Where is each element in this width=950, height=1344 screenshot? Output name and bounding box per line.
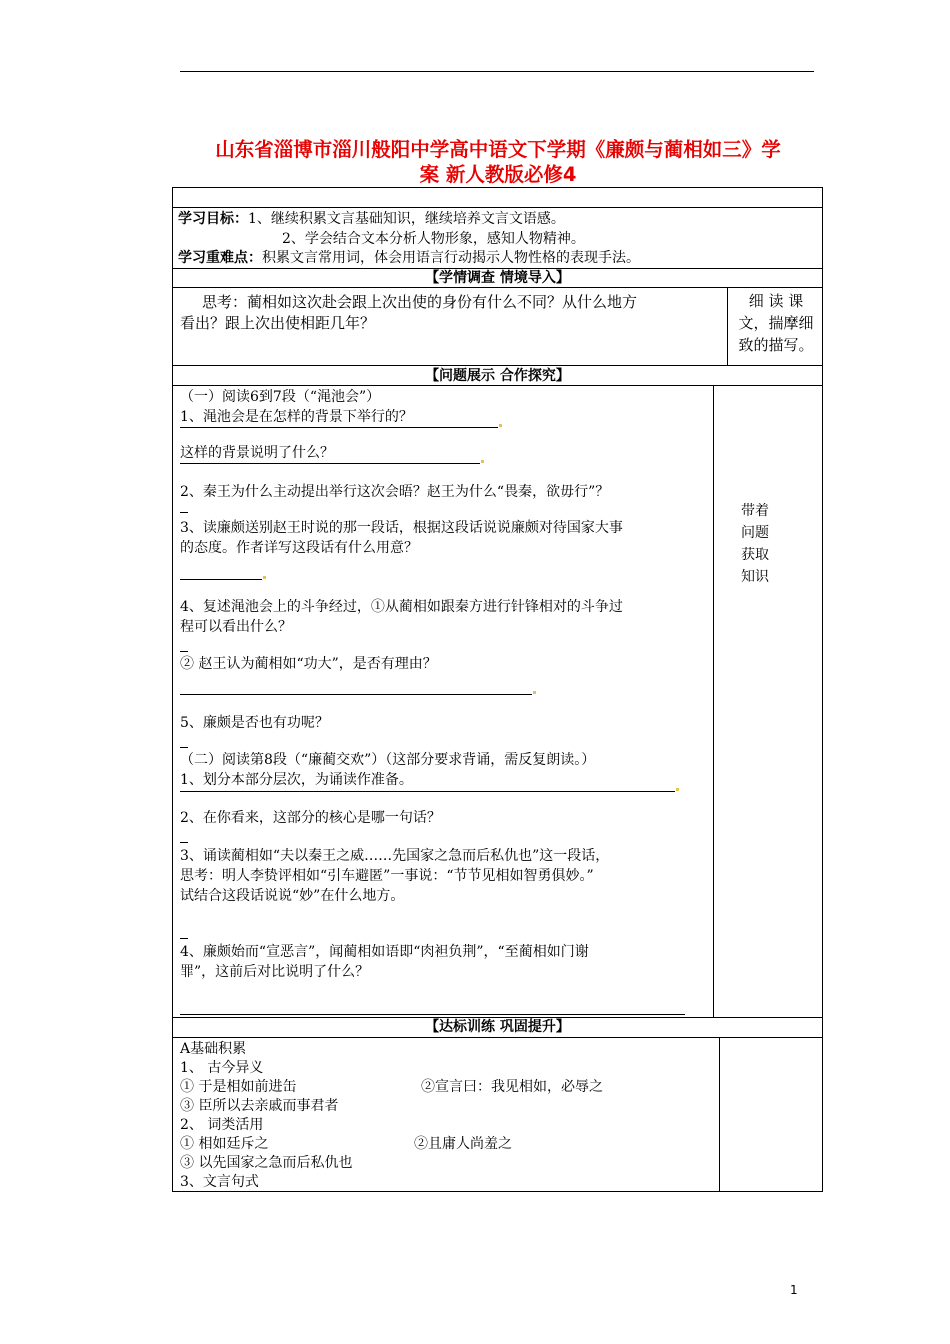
question-3-line-2: 的态度。作者详写这段话有什么用意？ — [180, 540, 418, 556]
question-5: 5、廉颇是否也有功呢？ — [180, 715, 329, 731]
worksheet-table — [172, 187, 823, 1192]
item-1a: ① 于是相如前进缶 — [180, 1079, 297, 1095]
side-note-reading — [734, 290, 818, 356]
question-4b: ② 赵王认为蔺相如“功大”，是否有理由？ — [180, 656, 437, 672]
answer-mark — [676, 788, 679, 791]
section-header-training: 【达标训练 巩固提升】 — [425, 1019, 570, 1035]
subtopic-3: 3、文言句式 — [180, 1174, 259, 1190]
keypoints-label: 学习重难点： — [178, 250, 262, 266]
column-divider — [719, 1037, 720, 1192]
objectives — [178, 209, 565, 229]
section-header-explore: 【问题展示 合作探究】 — [425, 368, 570, 384]
side-note-line: 带着 — [741, 503, 769, 519]
side-note-line: 致的描写。 — [738, 336, 814, 354]
part2-question-1: 1、划分本部分层次，为诵读作准备。 — [180, 772, 413, 788]
question-4-line-1: 4、复述渑池会上的斗争经过，①从蔺相如跟秦方进行针锋相对的斗争过 — [180, 599, 623, 615]
think-question-line-1: 思考：蔺相如这次赴会跟上次出使的身份有什么不同？从什么地方 — [202, 293, 638, 311]
answer-mark — [481, 460, 484, 463]
answer-mark — [263, 576, 266, 579]
part2-title: （二）阅读第8段（“廉蔺交欢”）（这部分要求背诵，需反复朗读。） — [180, 752, 596, 768]
part2-question-3-line-2: 思考：明人李贽评相如“引车避匿”一事说：“节节见相如智勇俱妙。” — [180, 868, 594, 884]
answer-line — [180, 579, 262, 580]
document-title — [172, 137, 824, 187]
think-question-line-2: 看出？跟上次出使相距几年？ — [180, 314, 376, 332]
answer-mark — [499, 424, 502, 427]
question-4-line-2: 程可以看出什么？ — [180, 619, 292, 635]
answer-line — [180, 842, 188, 843]
basics-title: A基础积累 — [180, 1041, 247, 1057]
question-1: 1、渑池会是在怎样的背景下举行的？ — [180, 409, 413, 425]
section-header-survey: 【学情调查 情境导入】 — [425, 270, 570, 286]
row-divider — [172, 1037, 823, 1038]
answer-line — [180, 747, 188, 748]
part2-question-4-line-2: 罪”，这前后对比说明了什么？ — [180, 964, 370, 980]
part2-question-3-line-1: 3、诵读蔺相如“夫以秦王之威……先国家之急而后私仇也”这一段话， — [180, 848, 610, 864]
answer-line — [180, 651, 188, 652]
objectives-label: 学习目标： — [178, 211, 248, 227]
answer-line — [180, 694, 532, 695]
header-rule — [180, 71, 814, 72]
side-note-questions — [720, 500, 790, 588]
objective-1: 1、继续积累文言基础知识，继续培养文言文语感。 — [248, 211, 565, 227]
answer-line — [180, 427, 498, 428]
part2-question-2: 2、在你看来，这部分的核心是哪一句话？ — [180, 810, 441, 826]
subtopic-1: 1、 古今异义 — [180, 1060, 264, 1076]
question-1b: 这样的背景说明了什么？ — [180, 445, 334, 461]
subtopic-2: 2、 词类活用 — [180, 1117, 264, 1133]
objective-2: 2、学会结合文本分析人物形象，感知人物精神。 — [282, 231, 585, 247]
side-note-line: 问题 — [741, 525, 769, 541]
page-number: 1 — [790, 1283, 798, 1297]
item-1b: ②宣言曰：我见相如，必辱之 — [421, 1079, 603, 1095]
keypoints-text: 积累文言常用词，体会用语言行动揭示人物性格的表现手法。 — [262, 250, 640, 266]
row-divider — [172, 207, 823, 208]
column-divider — [727, 287, 728, 365]
item-2b: ②且庸人尚羞之 — [414, 1136, 512, 1152]
question-3-line-1: 3、读廉颇送别赵王时说的那一段话，根据这段话说说廉颇对待国家大事 — [180, 520, 623, 536]
title-line-1: 山东省淄博市淄川般阳中学高中语文下学期《廉颇与蔺相如三》学 — [215, 138, 781, 161]
answer-line — [180, 512, 188, 513]
part2-question-4-line-1: 4、廉颇始而“宣恶言”，闻蔺相如语即“肉袒负荆”，“至蔺相如门谢 — [180, 944, 589, 960]
column-divider — [713, 385, 714, 1017]
keypoints — [178, 248, 640, 268]
part1-title: （一）阅读6到7段（“渑池会”） — [180, 389, 381, 405]
answer-line — [180, 938, 188, 939]
side-note-line: 知识 — [741, 569, 769, 585]
side-note-line: 获取 — [741, 547, 769, 563]
answer-line — [180, 463, 480, 464]
title-line-2: 案 新人教版必修4 — [419, 163, 577, 186]
answer-line — [180, 791, 675, 792]
answer-line — [180, 1014, 685, 1015]
item-1c: ③ 臣所以去亲戚而事君者 — [180, 1098, 339, 1114]
side-note-line: 文，揣摩细 — [738, 314, 814, 332]
item-2c: ③ 以先国家之急而后私仇也 — [180, 1155, 353, 1171]
answer-mark — [533, 691, 536, 694]
side-note-line: 细 读 课 — [748, 292, 804, 310]
item-2a: ① 相如廷斥之 — [180, 1136, 269, 1152]
part2-question-3-line-3: 试结合这段话说说“妙”在什么地方。 — [180, 888, 405, 904]
question-2: 2、秦王为什么主动提出举行这次会晤？赵王为什么“畏秦，欲毋行”？ — [180, 484, 610, 500]
